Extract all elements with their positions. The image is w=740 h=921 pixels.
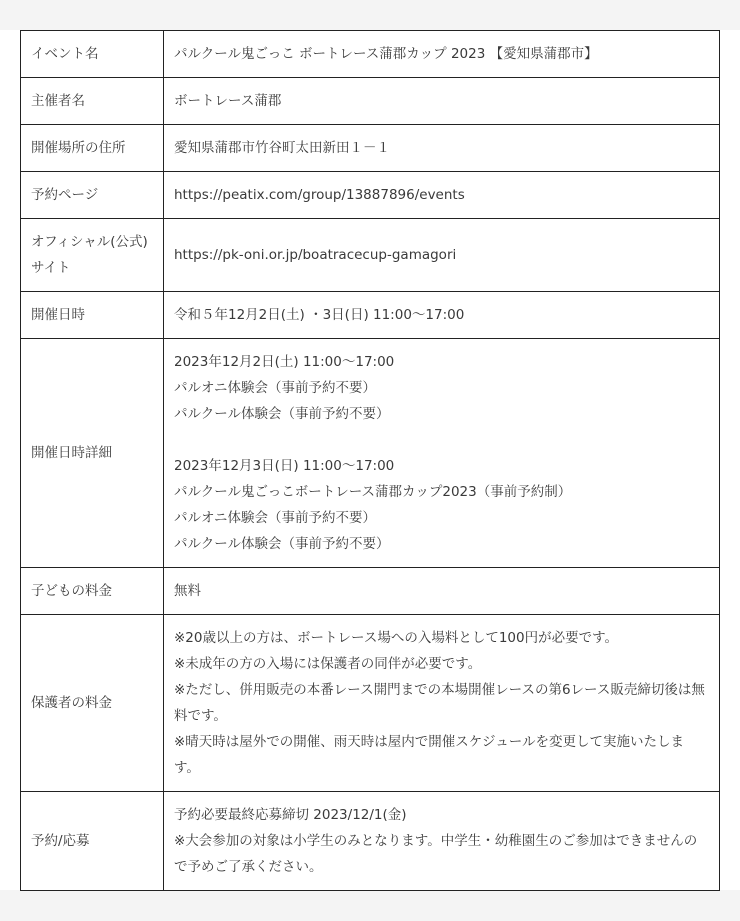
value-line — [174, 427, 709, 453]
row-value — [164, 31, 720, 78]
table-row — [21, 31, 720, 78]
row-value — [164, 292, 720, 339]
value-line: ※晴天時は屋外での開催、雨天時は屋内で開催スケジュールを変更して実施いたします。 — [174, 734, 685, 776]
table-row — [21, 292, 720, 339]
value-line: パルクール鬼ごっこボートレース蒲郡カップ2023（事前予約制） — [174, 484, 572, 500]
table-row — [21, 78, 720, 125]
row-value — [164, 339, 720, 568]
event-info-table — [20, 30, 720, 891]
table-row — [21, 792, 720, 891]
value-line: https://peatix.com/group/13887896/events — [174, 187, 465, 203]
row-value — [164, 792, 720, 891]
table-row — [21, 172, 720, 219]
row-value — [164, 125, 720, 172]
value-line: パルオニ体験会（事前予約不要） — [174, 380, 376, 396]
row-value — [164, 78, 720, 125]
value-line: パルクール体験会（事前予約不要） — [174, 536, 390, 552]
value-line: ボートレース蒲郡 — [174, 93, 282, 109]
table-row — [21, 219, 720, 292]
value-line: ※大会参加の対象は小学生のみとなります。中学生・幼稚園生のご参加はできませんので予めご了承ください。 — [174, 833, 698, 875]
row-label: 予約/応募 — [21, 792, 164, 891]
row-label: 開催日時 — [21, 292, 164, 339]
value-line: 2023年12月2日(土) 11:00〜17:00 — [174, 354, 395, 370]
value-line: ※ただし、併用販売の本番レース開門までの本場開催レースの第6レース販売締切後は無料です。 — [174, 682, 705, 724]
row-label: オフィシャル(公式)サイト — [21, 219, 164, 292]
table-row — [21, 568, 720, 615]
value-line: ※未成年の方の入場には保護者の同伴が必要です。 — [174, 656, 482, 672]
row-value — [164, 219, 720, 292]
row-value — [164, 568, 720, 615]
event-info-table-body — [21, 31, 720, 891]
table-row — [21, 125, 720, 172]
value-line: 愛知県蒲郡市竹谷町太田新田１－１ — [174, 140, 390, 156]
table-row — [21, 615, 720, 792]
row-label: 子どもの料金 — [21, 568, 164, 615]
row-value — [164, 172, 720, 219]
row-label: 保護者の料金 — [21, 615, 164, 792]
value-line: ※20歳以上の方は、ボートレース場への入場料として100円が必要です。 — [174, 630, 619, 646]
value-line: 令和５年12月2日(土) ・3日(日) 11:00〜17:00 — [174, 307, 465, 323]
row-label: 予約ページ — [21, 172, 164, 219]
value-line: パルクール体験会（事前予約不要） — [174, 406, 390, 422]
row-label: 開催場所の住所 — [21, 125, 164, 172]
value-line: パルオニ体験会（事前予約不要） — [174, 510, 376, 526]
value-line: 2023年12月3日(日) 11:00〜17:00 — [174, 458, 395, 474]
value-line: 無料 — [174, 583, 201, 599]
value-line: 予約必要最終応募締切 2023/12/1(金) — [174, 807, 407, 823]
row-label: イベント名 — [21, 31, 164, 78]
row-label: 開催日時詳細 — [21, 339, 164, 568]
page-content — [0, 30, 740, 890]
value-line: https://pk-oni.or.jp/boatracecup-gamagori — [174, 247, 457, 263]
row-label: 主催者名 — [21, 78, 164, 125]
row-value — [164, 615, 720, 792]
value-line: パルクール鬼ごっこ ボートレース蒲郡カップ 2023 【愛知県蒲郡市】 — [174, 46, 598, 62]
table-row — [21, 339, 720, 568]
